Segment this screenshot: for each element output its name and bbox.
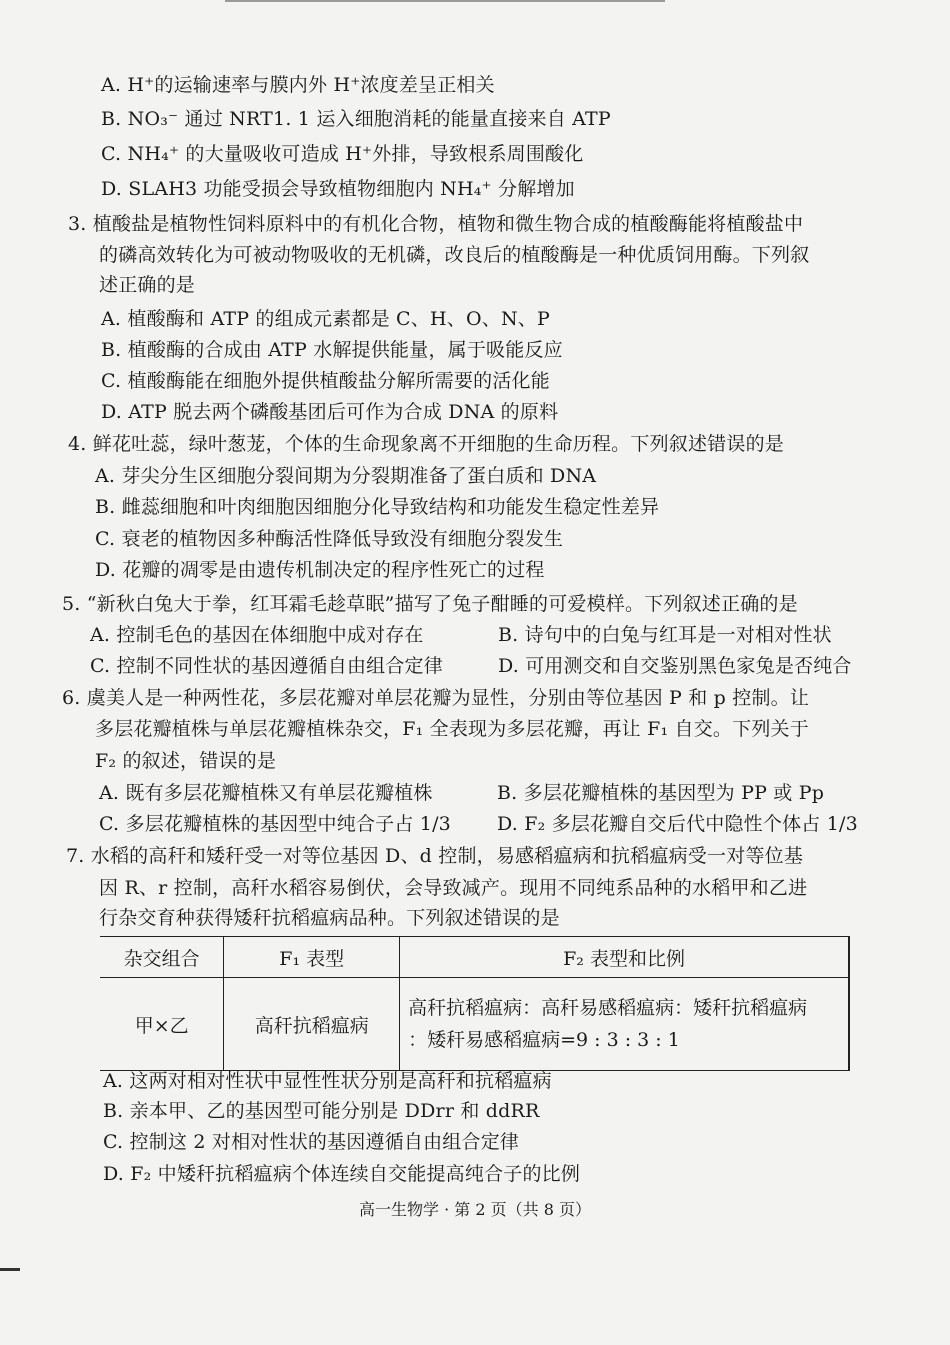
q7-stem-line-2: 因 R、r 控制，高秆水稻容易倒伏，会导致减产。现用不同纯系品种的水稻甲和乙进 [99,877,808,899]
scan-margin-mark [0,1268,20,1271]
q6-option-b: B. 多层花瓣植株的基因型为 PP 或 Pp [497,782,825,804]
q3-option-c: C. 植酸酶能在细胞外提供植酸盐分解所需要的活化能 [101,370,550,392]
table-row [100,978,849,1071]
q6-stem-line-3: F₂ 的叙述，错误的是 [95,750,277,772]
q3-stem-line-1: 3. 植酸盐是植物性饲料原料中的有机化合物，植物和微生物合成的植酸酶能将植酸盐中 [68,213,804,235]
q5-option-b: B. 诗句中的白兔与红耳是一对相对性状 [498,624,832,646]
f2-ratio-line-1: 高秆抗稻瘟病：高秆易感稻瘟病：矮秆抗稻瘟病 [408,997,808,1019]
q3-option-b: B. 植酸酶的合成由 ATP 水解提供能量，属于吸能反应 [101,339,563,361]
table-header-f1: F₁ 表型 [224,937,400,978]
q6-stem-line-1: 6. 虞美人是一种两性花，多层花瓣对单层花瓣为显性，分别由等位基因 P 和 p 控制。让 [62,687,810,709]
table-header-cross: 杂交组合 [100,937,224,978]
q7-stem-line-1: 7. 水稻的高秆和矮秆受一对等位基因 D、d 控制，易感稻瘟病和抗稻瘟病受一对等位基 [66,845,804,867]
cross-result-table [100,936,850,1071]
q6-option-c: C. 多层花瓣植株的基因型中纯合子占 1/3 [99,813,451,835]
page-footer: 高一生物学 · 第 2 页（共 8 页） [359,1200,591,1219]
table-header-f2: F₂ 表型和比例 [400,937,849,978]
q5-option-c: C. 控制不同性状的基因遵循自由组合定律 [90,655,443,677]
table-header-row [100,937,849,978]
q6-option-d: D. F₂ 多层花瓣自交后代中隐性个体占 1/3 [497,813,858,835]
q4-option-a: A. 芽尖分生区细胞分裂间期为分裂期准备了蛋白质和 DNA [95,465,597,487]
q7-option-d: D. F₂ 中矮秆抗稻瘟病个体连续自交能提高纯合子的比例 [103,1163,581,1185]
q5-stem: 5. “新秋白兔大于拳，红耳霜毛趁草眠”描写了兔子酣睡的可爱模样。下列叙述正确的是 [62,593,798,615]
q5-option-a: A. 控制毛色的基因在体细胞中成对存在 [90,624,424,646]
q4-option-d: D. 花瓣的凋零是由遗传机制决定的程序性死亡的过程 [95,559,545,581]
q3-option-a: A. 植酸酶和 ATP 的组成元素都是 C、H、O、N、P [101,308,550,330]
q6-option-a: A. 既有多层花瓣植株又有单层花瓣植株 [99,782,433,804]
q4-option-b: B. 雌蕊细胞和叶肉细胞因细胞分化导致结构和功能发生稳定性差异 [95,496,660,518]
q3-option-d: D. ATP 脱去两个磷酸基团后可作为合成 DNA 的原料 [101,401,559,423]
cell-cross: 甲×乙 [100,978,224,1071]
q4-option-c: C. 衰老的植物因多种酶活性降低导致没有细胞分裂发生 [95,528,564,550]
q6-stem-line-2: 多层花瓣植株与单层花瓣植株杂交，F₁ 全表现为多层花瓣，再让 F₁ 自交。下列关于 [95,718,809,740]
f2-ratio-line-2: ：矮秆易感稻瘟病=9 : 3 : 3 : 1 [408,1029,680,1051]
q7-option-c: C. 控制这 2 对相对性状的基因遵循自由组合定律 [103,1131,520,1153]
q3-stem-line-2: 的磷高效转化为可被动物吸收的无机磷，改良后的植酸酶是一种优质饲用酶。下列叙 [99,244,810,266]
q7-option-b: B. 亲本甲、乙的基因型可能分别是 DDrr 和 ddRR [103,1100,540,1122]
cell-f2-ratio [400,978,849,1071]
q2-option-c: C. NH₄⁺ 的大量吸收可造成 H⁺外排，导致根系周围酸化 [101,143,584,165]
q2-option-b: B. NO₃⁻ 通过 NRT1. 1 运入细胞消耗的能量直接来自 ATP [101,108,611,130]
q5-option-d: D. 可用测交和自交鉴别黑色家兔是否纯合 [498,655,852,677]
q2-option-a: A. H⁺的运输速率与膜内外 H⁺浓度差呈正相关 [101,74,495,96]
scan-top-edge [225,0,665,2]
q4-stem: 4. 鲜花吐蕊，绿叶葱茏，个体的生命现象离不开细胞的生命历程。下列叙述错误的是 [68,433,784,455]
q3-stem-line-3: 述正确的是 [99,274,196,296]
cell-f1-phenotype: 高秆抗稻瘟病 [224,978,400,1071]
q2-option-d: D. SLAH3 功能受损会导致植物细胞内 NH₄⁺ 分解增加 [101,178,575,200]
q7-stem-line-3: 行杂交育种获得矮秆抗稻瘟病品种。下列叙述错误的是 [99,907,560,929]
q7-option-a: A. 这两对相对性状中显性性状分别是高秆和抗稻瘟病 [103,1070,552,1092]
